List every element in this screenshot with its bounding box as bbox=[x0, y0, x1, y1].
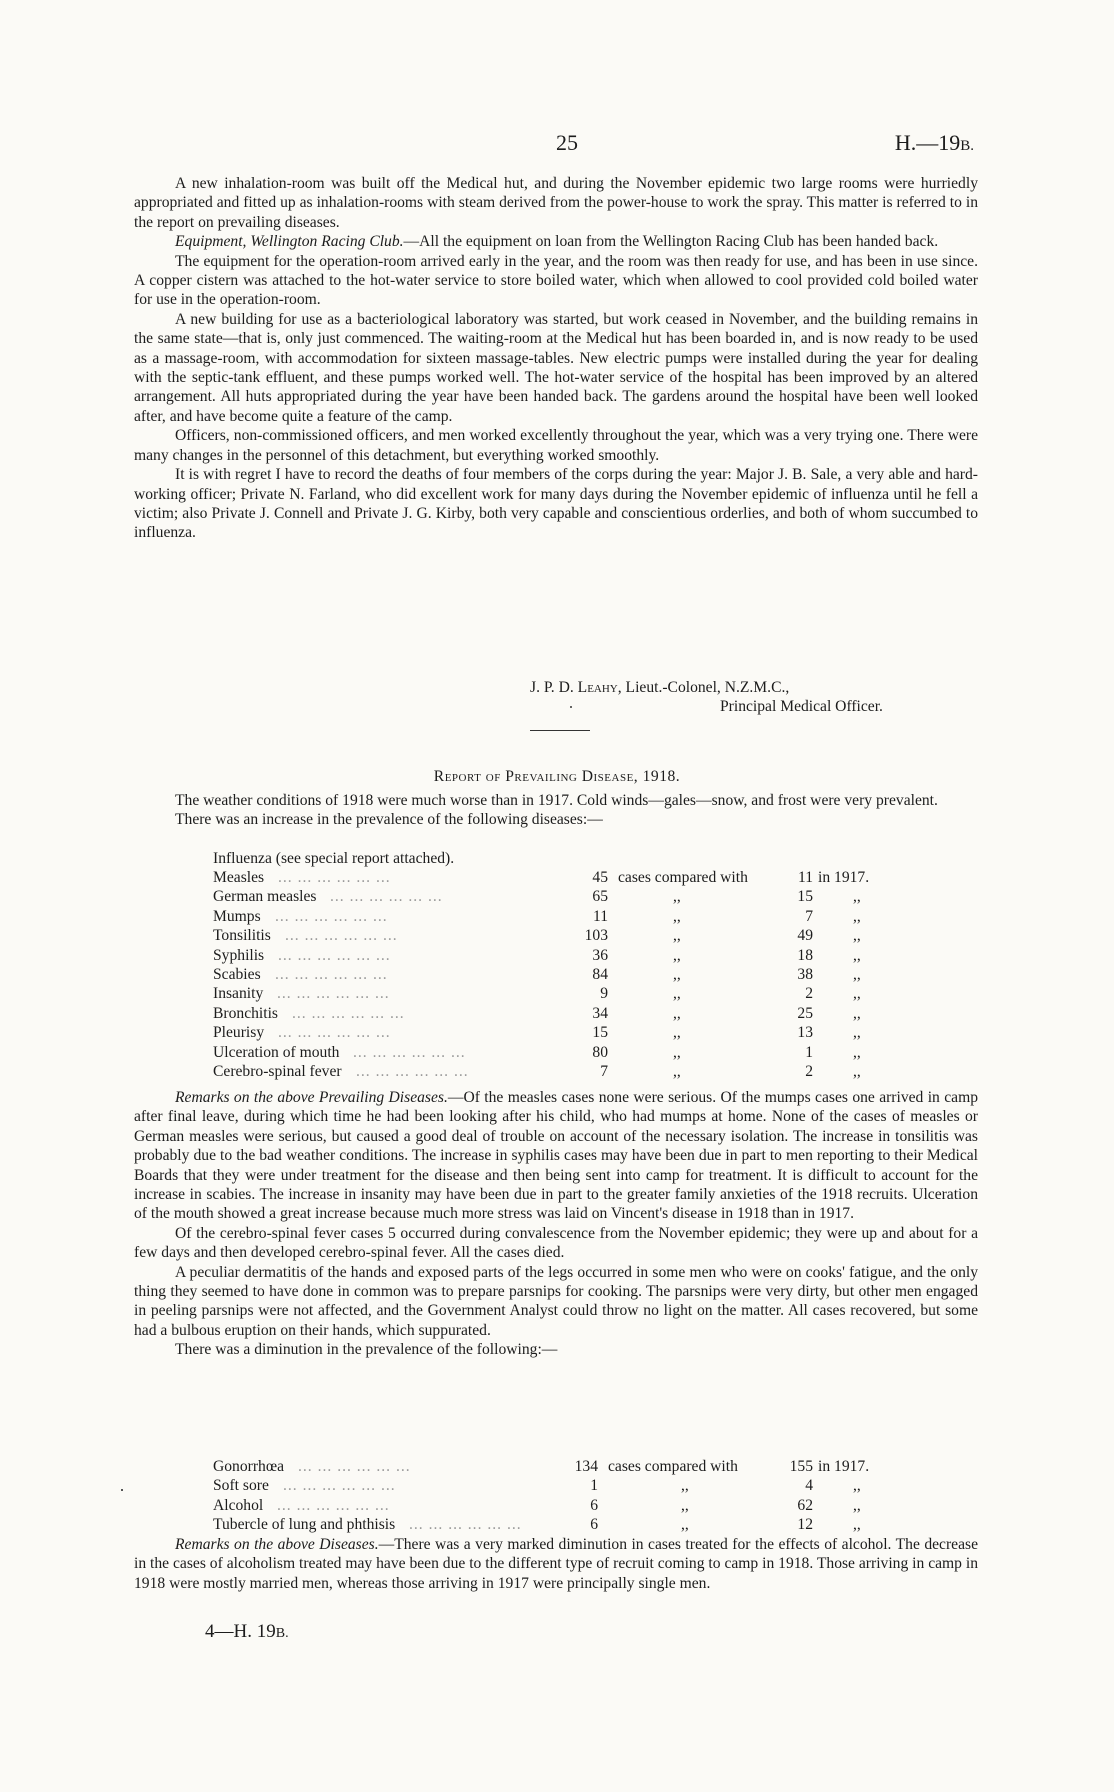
disease-name: Insanity bbox=[213, 985, 264, 1003]
ink-speck bbox=[121, 1489, 123, 1491]
leader-dots: ... ... ... ... ... ... bbox=[292, 1004, 405, 1022]
comparison-phrase: ,, bbox=[673, 946, 681, 964]
final-remarks bbox=[134, 1535, 978, 1593]
comparison-year: ,, bbox=[853, 1516, 861, 1534]
disease-row bbox=[213, 1023, 913, 1042]
disease-count-1918: 15 bbox=[592, 1024, 608, 1042]
disease-name: Bronchitis bbox=[213, 1004, 278, 1022]
paragraph-equipment-racing-club bbox=[134, 232, 978, 251]
comparison-year: ,, bbox=[853, 1004, 861, 1022]
footer-reference bbox=[205, 1621, 289, 1643]
decrease-intro: There was a diminution in the prevalence of the following:— bbox=[175, 1341, 558, 1359]
disease-row bbox=[213, 907, 913, 926]
signature-rank: , Lieut.-Colonel, N.Z.M.C., bbox=[617, 679, 790, 696]
reference-suffix: B. bbox=[960, 138, 974, 154]
comparison-year: in 1917. bbox=[818, 1458, 870, 1475]
decrease-table bbox=[213, 1457, 913, 1535]
disease-count-1917: 12 bbox=[797, 1516, 813, 1534]
disease-count-1917: 13 bbox=[797, 1024, 813, 1042]
comparison-phrase: ,, bbox=[673, 1024, 681, 1042]
comparison-year: ,, bbox=[853, 946, 861, 964]
ink-speck bbox=[570, 706, 572, 708]
disease-count-1917: 155 bbox=[789, 1458, 813, 1475]
leader-dots: ... ... ... ... ... ... bbox=[277, 985, 390, 1003]
comparison-year: ,, bbox=[853, 1496, 861, 1514]
leader-dots: ... ... ... ... ... ... bbox=[277, 1496, 390, 1514]
disease-count-1918: 1 bbox=[590, 1477, 598, 1495]
leader-dots: ... ... ... ... ... ... bbox=[278, 946, 391, 964]
comparison-phrase: ,, bbox=[681, 1516, 689, 1534]
comparison-phrase: ,, bbox=[681, 1477, 689, 1495]
footer-ref-prefix: 4—H. 19 bbox=[205, 1621, 276, 1642]
disease-name: Ulceration of mouth bbox=[213, 1043, 340, 1061]
comparison-year: in 1917. bbox=[818, 869, 870, 886]
disease-count-1917: 49 bbox=[797, 927, 813, 945]
comparison-phrase: cases compared with bbox=[608, 1458, 738, 1475]
comparison-year: ,, bbox=[853, 965, 861, 983]
disease-row bbox=[213, 926, 913, 945]
page-number: 25 bbox=[556, 130, 578, 155]
disease-row bbox=[213, 1496, 913, 1515]
disease-count-1917: 2 bbox=[805, 1062, 813, 1080]
leader-dots: ... ... ... ... ... ... bbox=[275, 965, 388, 983]
disease-name: Pleurisy bbox=[213, 1024, 265, 1042]
comparison-phrase: ,, bbox=[673, 985, 681, 1003]
disease-count-1917: 38 bbox=[797, 965, 813, 983]
remarks-diseases-text: —There was a very marked diminution in cases treated for the effects of alcohol. The decrease in the cases of alcoholism treated may have been due to the different type of recruit coming to camp in 1918. Those arriving in camp in 1918 were mostly married men, whereas those arriving in 1917 were principally single men. bbox=[134, 1536, 978, 1592]
reference-prefix: H.—19 bbox=[894, 130, 961, 155]
disease-row bbox=[213, 965, 913, 984]
disease-name: Syphilis bbox=[213, 946, 265, 964]
disease-name: Tubercle of lung and phthisis bbox=[213, 1516, 396, 1534]
leader-dots: ... ... ... ... ... ... bbox=[278, 1024, 391, 1042]
comparison-phrase: ,, bbox=[673, 965, 681, 983]
disease-count-1918: 84 bbox=[592, 965, 608, 983]
disease-count-1917: 11 bbox=[797, 869, 813, 886]
paragraph-operation-room: The equipment for the operation-room arrived early in the year, and the room was then ready for use, and has been in use since. A copper cistern was attached to the hot-water service to store boiled water, which when allowed to cool provided cold boiled water for use in the operation-room. bbox=[134, 252, 978, 309]
signature-block bbox=[530, 678, 883, 717]
weather-paragraph: The weather conditions of 1918 were much worse than in 1917. Cold winds—gales—snow, and frost were very prevalent. bbox=[175, 792, 938, 809]
comparison-phrase: ,, bbox=[673, 1004, 681, 1022]
disease-name: Cerebro-spinal fever bbox=[213, 1062, 342, 1080]
remarks-diseases-paragraph bbox=[134, 1535, 978, 1593]
disease-count-1917: 4 bbox=[805, 1477, 813, 1495]
disease-row bbox=[213, 1515, 913, 1534]
disease-row bbox=[213, 984, 913, 1003]
signature-initials: J. P. D. bbox=[530, 679, 574, 696]
disease-count-1917: 1 bbox=[805, 1043, 813, 1061]
disease-count-1917: 62 bbox=[797, 1496, 813, 1514]
report-title: Report of Prevailing Disease, 1918. bbox=[433, 768, 681, 785]
disease-count-1918: 34 bbox=[592, 1004, 608, 1022]
disease-count-1918: 134 bbox=[574, 1458, 598, 1475]
comparison-year: ,, bbox=[853, 985, 861, 1003]
disease-row bbox=[213, 946, 913, 965]
report-intro bbox=[134, 791, 978, 830]
disease-name: German measles bbox=[213, 888, 317, 906]
cerebro-spinal-paragraph: Of the cerebro-spinal fever cases 5 occurred during convalescence from the November epidemic; they were up and about for a few days and then developed cerebro-spinal fever. All the cases died. bbox=[134, 1224, 978, 1262]
comparison-year: ,, bbox=[853, 927, 861, 945]
upper-section bbox=[134, 174, 978, 543]
comparison-year: ,, bbox=[853, 1024, 861, 1042]
disease-count-1918: 6 bbox=[590, 1516, 598, 1534]
signature-title: Principal Medical Officer. bbox=[720, 698, 883, 716]
disease-row bbox=[213, 887, 913, 906]
disease-count-1917: 18 bbox=[797, 946, 813, 964]
leader-dots: ... ... ... ... ... ... bbox=[278, 869, 391, 886]
equipment-text: —All the equipment on loan from the Wellington Racing Club has been handed back. bbox=[403, 233, 939, 251]
disease-count-1917: 2 bbox=[805, 985, 813, 1003]
document-reference bbox=[895, 130, 974, 156]
remarks-section bbox=[134, 1088, 978, 1360]
comparison-phrase: ,, bbox=[673, 927, 681, 945]
leader-dots: ... ... ... ... ... ... bbox=[283, 1477, 396, 1495]
disease-name: Measles bbox=[213, 869, 265, 886]
disease-count-1918: 65 bbox=[592, 888, 608, 906]
disease-count-1917: 7 bbox=[805, 907, 813, 925]
disease-count-1917: 25 bbox=[797, 1004, 813, 1022]
disease-count-1918: 103 bbox=[584, 927, 608, 945]
disease-name: Mumps bbox=[213, 907, 261, 925]
disease-count-1918: 45 bbox=[592, 869, 608, 886]
leader-dots: ... ... ... ... ... ... bbox=[285, 927, 398, 945]
disease-row bbox=[213, 1476, 913, 1495]
disease-name: Scabies bbox=[213, 965, 261, 983]
signature-name bbox=[530, 678, 883, 697]
disease-count-1918: 6 bbox=[590, 1496, 598, 1514]
paragraph-deaths: It is with regret I have to record the deaths of four members of the corps during the year: Major J. B. Sale, a very able and hard-working officer; Private N. Farland, who did excellent work for many days during the November epidemic of influenza until he fell a victim; also Private J. Connell and Private J. G. Kirby, both very capable and conscientious orderlies, and both of whom succumbed to influenza. bbox=[134, 466, 978, 542]
comparison-year: ,, bbox=[853, 1062, 861, 1080]
comparison-phrase: ,, bbox=[673, 1043, 681, 1061]
remarks-prevailing-heading: Remarks on the above Prevailing Diseases. bbox=[175, 1089, 448, 1106]
paragraph-officers: Officers, non-commissioned officers, and men worked excellently throughout the year, which was a very trying one. There were many changes in the personnel of this detachment, but everything worked smoothly. bbox=[134, 427, 978, 464]
disease-count-1918: 9 bbox=[600, 985, 608, 1003]
footer-ref-suffix: B. bbox=[275, 1626, 289, 1641]
disease-count-1918: 80 bbox=[592, 1043, 608, 1061]
leader-dots: ... ... ... ... ... ... bbox=[353, 1043, 466, 1061]
comparison-phrase: cases compared with bbox=[618, 869, 748, 886]
comparison-phrase: ,, bbox=[681, 1496, 689, 1514]
disease-row bbox=[213, 1457, 913, 1476]
disease-name: Gonorrhœa bbox=[213, 1458, 285, 1475]
disease-row bbox=[213, 1062, 913, 1081]
disease-row bbox=[213, 1004, 913, 1023]
paragraph-inhalation-room: A new inhalation-room was built off the Medical hut, and during the November epidemic two large rooms were hurriedly appropriated and fitted up as inhalation-rooms with steam derived from the power-house to work the spray. This matter is referred to in the report on prevailing diseases. bbox=[134, 175, 978, 231]
comparison-year: ,, bbox=[853, 1477, 861, 1495]
leader-dots: ... ... ... ... ... ... bbox=[330, 888, 443, 906]
disease-row bbox=[213, 1043, 913, 1062]
leader-dots: ... ... ... ... ... ... bbox=[298, 1458, 411, 1475]
disease-count-1918: 36 bbox=[592, 946, 608, 964]
influenza-note: Influenza (see special report attached). bbox=[213, 850, 455, 867]
comparison-phrase: ,, bbox=[673, 1062, 681, 1080]
leader-dots: ... ... ... ... ... ... bbox=[356, 1062, 469, 1080]
comparison-year: ,, bbox=[853, 907, 861, 925]
signature-surname: Leahy bbox=[577, 679, 618, 696]
disease-name: Tonsilitis bbox=[213, 927, 271, 945]
comparison-phrase: ,, bbox=[673, 907, 681, 925]
disease-count-1917: 15 bbox=[797, 888, 813, 906]
increase-table bbox=[213, 868, 913, 1081]
comparison-year: ,, bbox=[853, 888, 861, 906]
disease-row bbox=[213, 868, 913, 887]
leader-dots: ... ... ... ... ... ... bbox=[275, 907, 388, 925]
increase-intro: There was an increase in the prevalence of the following diseases:— bbox=[175, 811, 603, 829]
paragraph-bacteriological-laboratory: A new building for use as a bacteriological laboratory was started, but work ceased in November, and the building remains in the same state—that is, only just commenced. The waiting-room at the Medical hut has been boarded in, and is now ready to be used as a massage-room, with accommodation for sixteen massage-tables. New electric pumps were installed during the year for dealing with the septic-tank effluent, and these pumps worked well. The hot-water service of the hospital has been improved by an altered arrangement. All huts appropriated during the year have been handed back. The gardens around the hospital have been well looked after, and have become quite a feature of the camp. bbox=[134, 310, 978, 425]
disease-count-1918: 11 bbox=[592, 907, 608, 925]
disease-count-1918: 7 bbox=[600, 1062, 608, 1080]
disease-name: Soft sore bbox=[213, 1477, 269, 1495]
leader-dots: ... ... ... ... ... ... bbox=[409, 1516, 522, 1534]
comparison-phrase: ,, bbox=[673, 888, 681, 906]
remarks-prevailing-paragraph bbox=[134, 1088, 978, 1224]
remarks-prevailing-text: —Of the measles cases none were serious. Of the mumps cases one arrived in camp after final leave, during which time he had been looking after his child, who had mumps at home. None of the cases of measles or German measles were serious, but caused a good deal of trouble on account of the necessary isolation. The increase in tonsilitis was probably due to the bad weather conditions. The increase in syphilis cases may have been due in part to men reporting to their Medical Boards that they were under treatment for the disease and then being sent into camp for treatment. It is difficult to account for the increase in scabies. The increase in insanity may have been due in part to the greater family anxieties of the 1918 recruits. Ulceration of the mouth showed a great increase because much more stress was laid on Vincent's disease in 1918 than in 1917. bbox=[134, 1089, 978, 1223]
dermatitis-paragraph: A peculiar dermatitis of the hands and exposed parts of the legs occurred in some men who were on cooks' fatigue, and the only thing they seemed to have done in common was to prepare parsnips for cooking. The parsnips were very dirty, but other men engaged in peeling parsnips were not affected, and the Government Analyst could throw no light on the matter. All cases recovered, but some had a bulbous eruption on their hands, which suppurated. bbox=[134, 1263, 978, 1339]
equipment-heading: Equipment, Wellington Racing Club. bbox=[175, 233, 404, 251]
comparison-year: ,, bbox=[853, 1043, 861, 1061]
disease-name: Alcohol bbox=[213, 1496, 264, 1514]
section-divider bbox=[530, 730, 590, 731]
remarks-diseases-heading: Remarks on the above Diseases. bbox=[175, 1536, 379, 1553]
